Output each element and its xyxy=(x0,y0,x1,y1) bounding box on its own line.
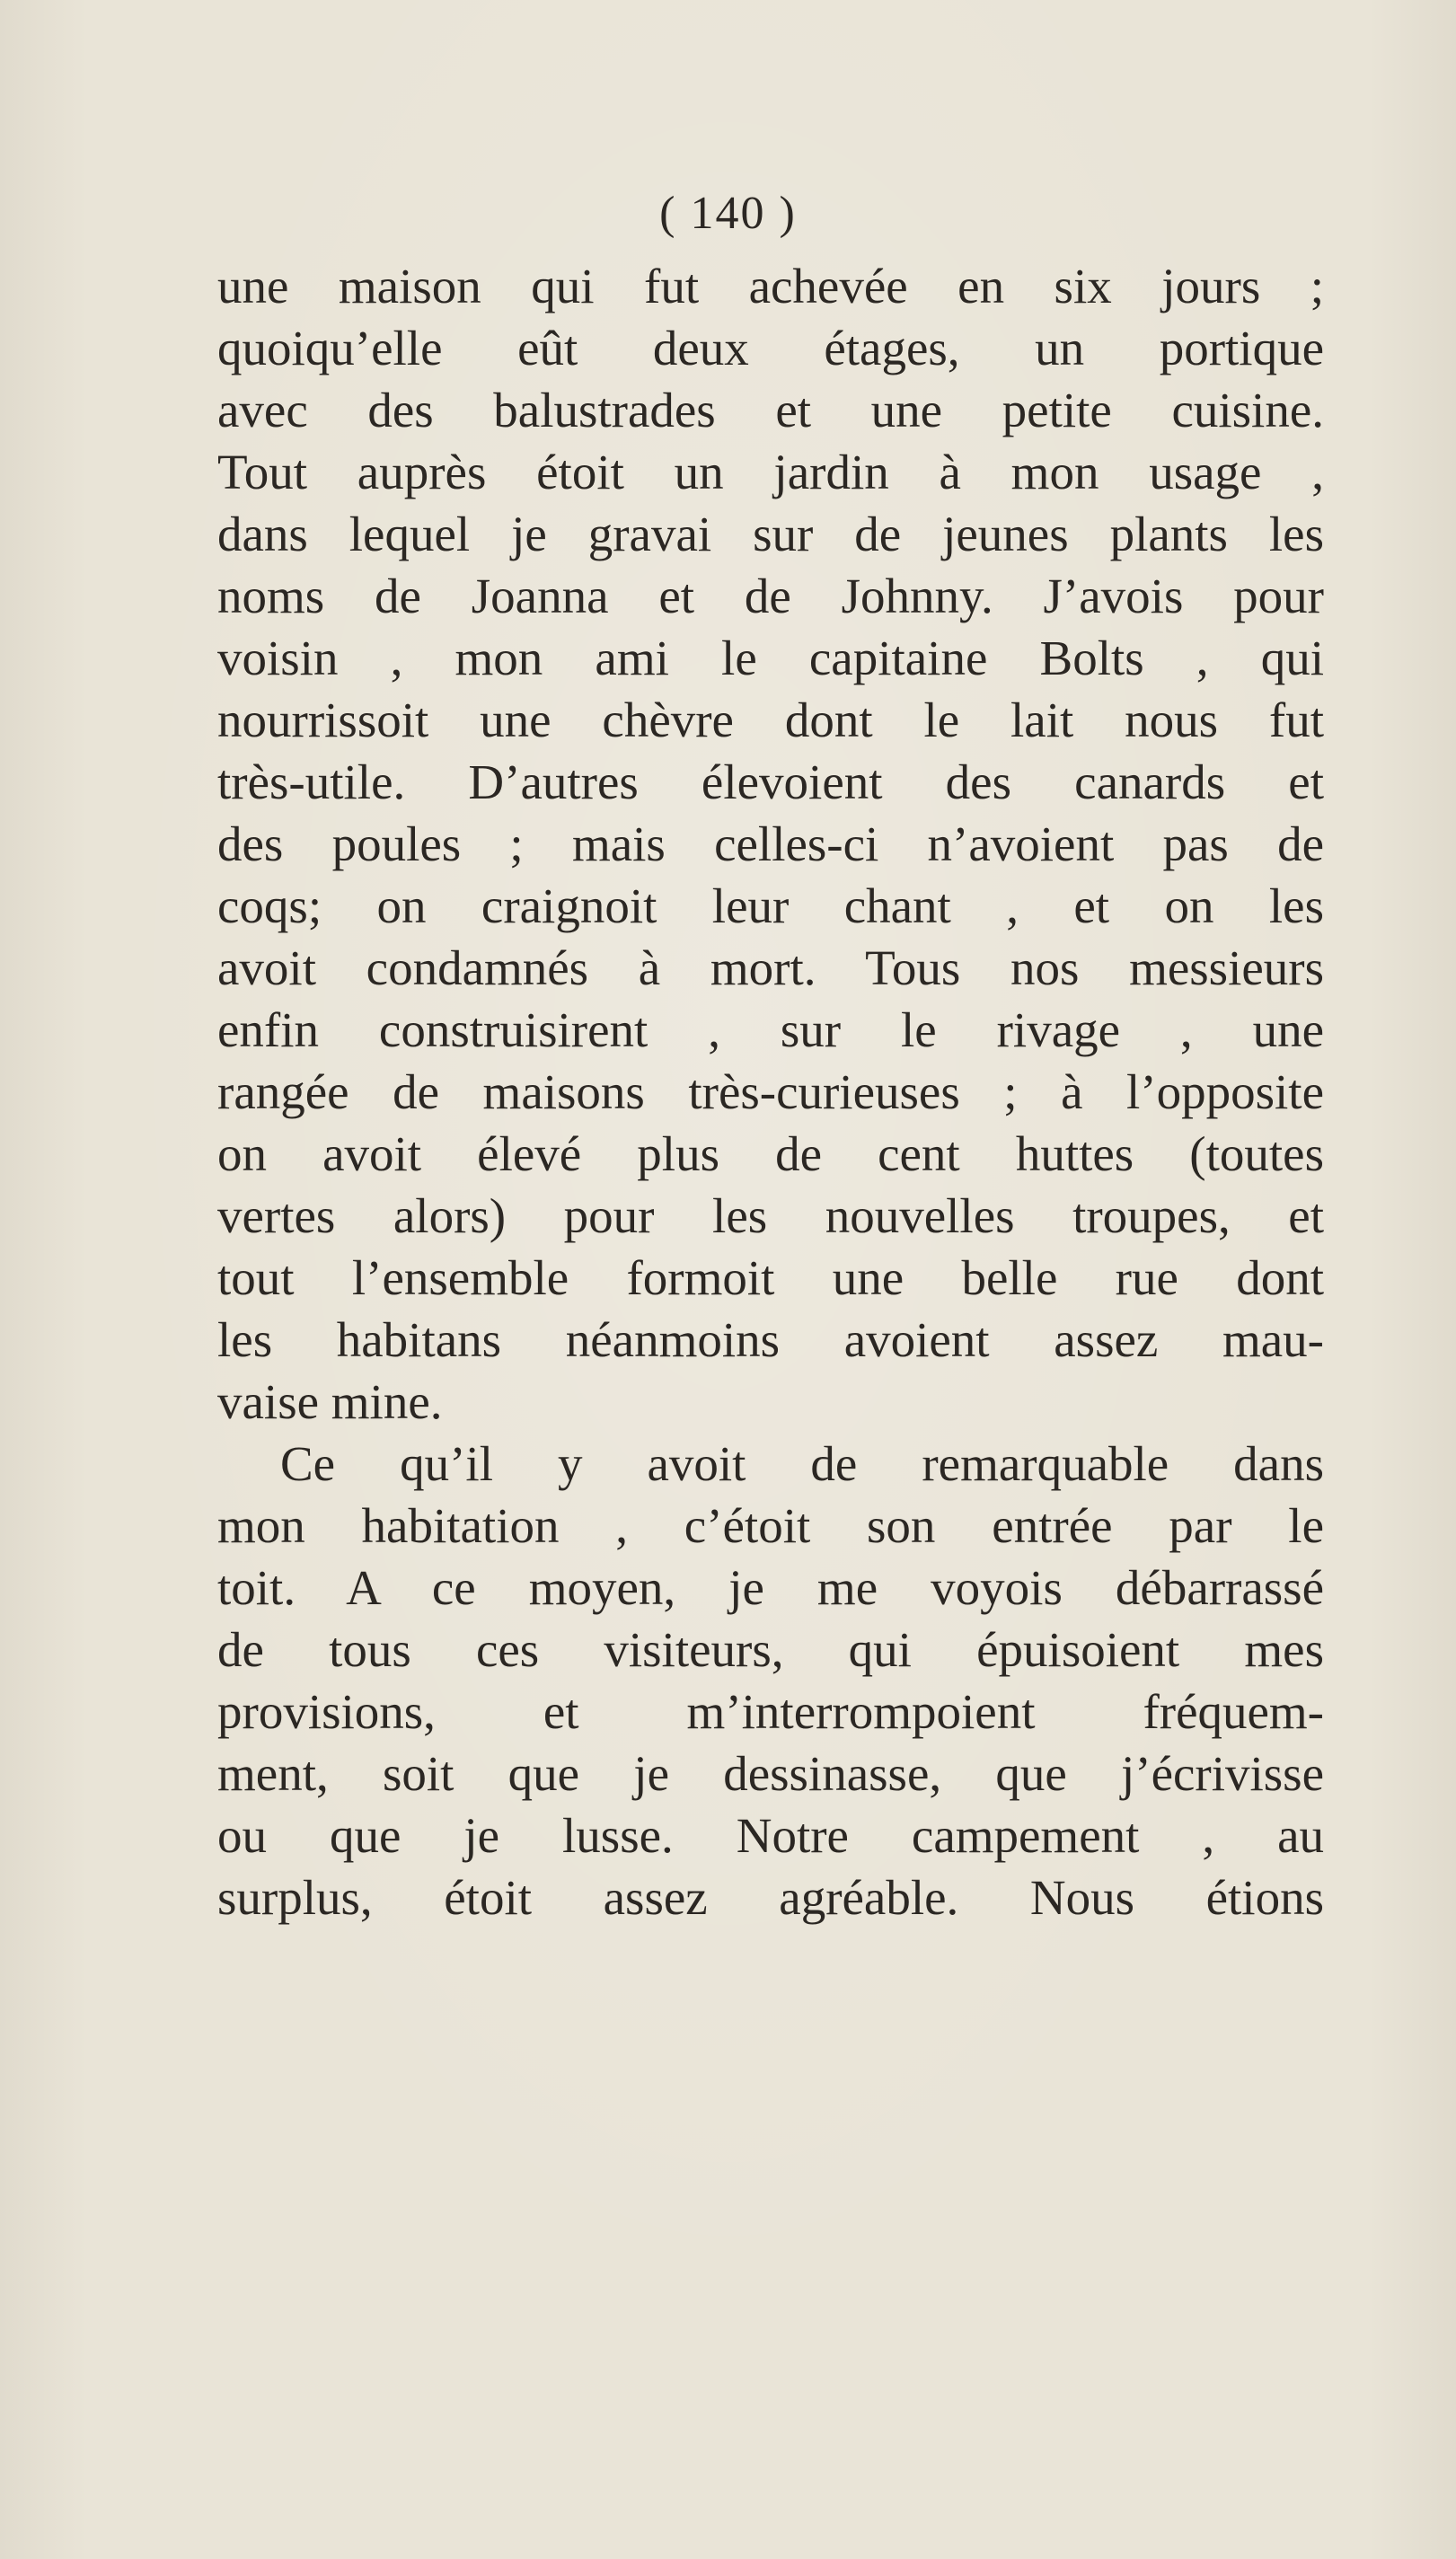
text-line: Ce qu’il y avoit de remarquable dans xyxy=(280,1436,1324,1491)
text-line: noms de Joanna et de Johnny. J’avois pour xyxy=(217,569,1324,623)
text-line: ment, soit que je dessinasse, que j’écrivisse xyxy=(217,1746,1324,1801)
body-text xyxy=(217,255,1324,1928)
text-line: enfin construisirent , sur le rivage , une xyxy=(217,1002,1324,1057)
text-line: coqs; on craignoit leur chant , et on les xyxy=(217,878,1324,933)
text-line: nourrissoit une chèvre dont le lait nous fut xyxy=(217,693,1324,747)
text-line: vaise mine. xyxy=(217,1374,443,1429)
text-line: voisin , mon ami le capitaine Bolts , qui xyxy=(217,631,1324,685)
text-line: dans lequel je gravai sur de jeunes plants les xyxy=(217,507,1324,561)
text-line: surplus, étoit assez agréable. Nous étions xyxy=(217,1870,1324,1925)
text-line: vertes alors) pour les nouvelles troupes, et xyxy=(217,1188,1324,1243)
text-line: mon habitation , c’étoit son entrée par le xyxy=(217,1498,1324,1553)
text-line: de tous ces visiteurs, qui épuisoient mes xyxy=(217,1622,1324,1677)
text-line: Tout auprès étoit un jardin à mon usage , xyxy=(217,445,1324,499)
text-line: tout l’ensemble formoit une belle rue dont xyxy=(217,1250,1324,1305)
text-line: avoit condamnés à mort. Tous nos messieurs xyxy=(217,940,1324,995)
text-line: une maison qui fut achevée en six jours ; xyxy=(217,259,1324,313)
text-line: les habitans néanmoins avoient assez mau- xyxy=(217,1312,1324,1367)
text-line: rangée de maisons très-curieuses ; à l’opposite xyxy=(217,1064,1324,1119)
text-line: provisions, et m’interrompoient fréquem- xyxy=(217,1684,1324,1739)
text-line: on avoit élevé plus de cent huttes (toutes xyxy=(217,1126,1324,1181)
text-line: avec des balustrades et une petite cuisine. xyxy=(217,383,1324,437)
page-number: ( 140 ) xyxy=(659,188,797,239)
text-line: des poules ; mais celles-ci n’avoient pas de xyxy=(217,816,1324,871)
text-line: quoiqu’elle eût deux étages, un portique xyxy=(217,321,1324,375)
text-line: très-utile. D’autres élevoient des canards et xyxy=(217,754,1324,809)
text-line: toit. A ce moyen, je me voyois débarrassé xyxy=(217,1560,1324,1615)
text-line: ou que je lusse. Notre campement , au xyxy=(217,1808,1324,1863)
